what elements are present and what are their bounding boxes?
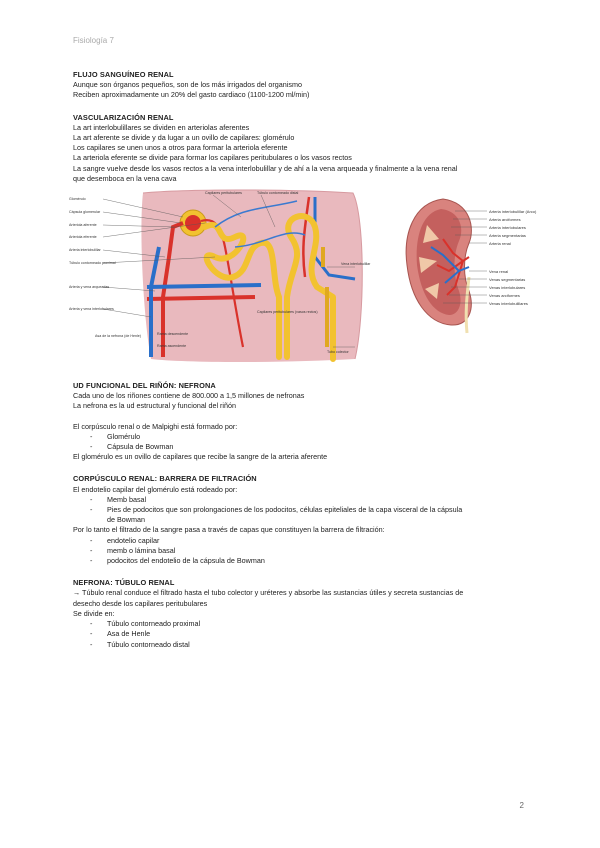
text-line-continuation: de Bowman: [107, 515, 145, 525]
text-line: La sangre vuelve desde los vasos rectos a la vena interlobulillar y de ahí a la vena arqueada y finalmente a la vena renal: [73, 163, 458, 173]
label-glomerulo: Glomérulo: [69, 197, 86, 202]
list-item: - Asa de Henle: [73, 629, 533, 639]
text-line: Por lo tanto el filtrado de la sangre pasa a través de capas que constituyen la barrera de filtración:: [73, 525, 385, 535]
label-arterias-segmentarias: Arteria segmentarias: [489, 233, 526, 239]
label-vena-interlobulillar: Vena interlobulillar: [341, 262, 371, 267]
list-item: - Cápsula de Bowman: [73, 442, 533, 452]
section-title-nefrona: UD FUNCIONAL DEL RIÑÓN: NEFRONA: [73, 381, 216, 391]
label-arteria-vena-arqueadas: Arteria y vena arqueadas: [69, 285, 110, 290]
text-line: La art interlobulillares se dividen en arteriolas aferentes: [73, 122, 250, 132]
label-arteriola-eferente: Arteriola eferente: [69, 235, 97, 240]
kidney-illustration: [403, 195, 553, 335]
tubule-parts-list: [73, 619, 533, 650]
label-arterias-arciformes: Arteria arciformes: [489, 217, 521, 223]
document-body: [69, 70, 537, 650]
text-line: La arteriola eferente se divide para formar los capilares peritubulares o los vasos rectos: [73, 153, 352, 163]
barrier-list: [73, 495, 533, 515]
page-header: Fisiología 7: [73, 36, 114, 45]
label-capilares-peritubulares: Capilares peritubulares: [205, 191, 242, 196]
label-capsula: Cápsula glomerular: [69, 210, 101, 215]
glomerulus: [185, 215, 201, 231]
malpighi-list: [73, 432, 533, 452]
text-line: Aunque son órganos pequeños, son de los más irrigados del organismo: [73, 80, 302, 90]
label-tubo-colector: Tubo colector: [327, 350, 349, 355]
text-line: que desemboca en la vena cava: [73, 173, 177, 183]
label-rama-descendente: Rama descendente: [157, 332, 189, 337]
text-line: → Túbulo renal conduce el filtrado hasta el tubo colector y uréteres y absorbe las sustancias útiles y secreta sustancias de: [73, 588, 464, 598]
text-line: desecho desde los capilares peritubulares: [73, 598, 208, 608]
text-line: El glomérulo es un ovillo de capilares que recibe la sangre de la arteria aferente: [73, 452, 328, 462]
section-title-flujo: FLUJO SANGUÍNEO RENAL: [73, 70, 174, 79]
text-line: La art aferente se divide y da lugar a un ovillo de capilares: glomérulo: [73, 133, 295, 143]
text-line: Los capilares se unen unos a otros para formar la arteriola eferente: [73, 143, 288, 153]
text-line: La nefrona es la ud estructural y funcional del riñón: [73, 401, 237, 411]
text-line: Cada uno de los riñones contiene de 800.000 a 1,5 millones de nefronas: [73, 391, 305, 401]
list-item: - Glomérulo: [73, 432, 533, 442]
arcuate-artery: [147, 297, 255, 299]
page-number: 2: [519, 801, 524, 810]
list-item: - Túbulo contorneado proximal: [73, 619, 533, 629]
nephron-illustration: [65, 187, 383, 367]
list-item: - memb o lámina basal: [73, 546, 533, 556]
text-line: El corpúsculo renal o de Malpighi está formado por:: [73, 421, 238, 431]
filtration-list: [73, 536, 533, 567]
label-arteria-interlobulillar: Arteria interlobulillar: [69, 248, 101, 253]
list-item: - Pies de podocitos que son prolongaciones de los podocitos, células epiteliales de la capa visceral de la cápsula: [73, 505, 533, 515]
label-venas-arciformes: Venas arciformes: [489, 293, 520, 299]
label-arteriola-aferente: Arteriola aferente: [69, 223, 97, 228]
label-venas-interlobulares: Venas interlobulares: [489, 285, 526, 291]
list-item: - Túbulo contorneado distal: [73, 640, 533, 650]
list-item: - Memb basal: [73, 495, 533, 505]
text-line: El endotelio capilar del glomérulo está rodeado por:: [73, 484, 238, 494]
label-venas-segmentarias: Venas segmentarias: [489, 277, 526, 283]
section-title-tubulo: NEFRONA: TÚBULO RENAL: [73, 578, 175, 588]
section-title-corpusculo: CORPÚSCULO RENAL: BARRERA DE FILTRACIÓN: [73, 474, 257, 484]
label-tubulo-distal: Túbulo contorneado distal: [257, 191, 299, 196]
label-arteria-vena-interlobulares: Arteria y vena interlobulares: [69, 307, 114, 312]
label-arteria-renal: Arteria renal: [489, 241, 511, 247]
label-rama-ascendente: Rama ascendente: [157, 344, 187, 349]
nephron-figure: [69, 187, 537, 369]
label-vasos-rectos: Capilares peritubulares (vasos rectos): [257, 310, 318, 315]
text-line: Reciben aproximadamente un 20% del gasto cardiaco (1100-1200 ml/min): [73, 90, 310, 100]
arcuate-vein: [147, 285, 261, 287]
text-line: Se divide en:: [73, 608, 115, 618]
label-tubulo-proximal: Túbulo contorneado proximal: [69, 261, 116, 266]
label-asa-henle: Asa de la nefrona (de Henle): [95, 334, 141, 339]
section-title-vascularizacion: VASCULARIZACIÓN RENAL: [73, 112, 174, 122]
label-arteria-interlobulillar: Arteria interlobulillar (Arco): [489, 209, 537, 215]
label-arterias-interlobulares: Arteria interlobulares: [489, 225, 526, 231]
list-item: - podocitos del endotelio de la cápsula de Bowman: [73, 556, 533, 566]
label-venas-interlobulillares: Venas interlobulillares: [489, 301, 528, 307]
label-vena-renal: Vena renal: [489, 269, 509, 275]
list-item: - endotelio capilar: [73, 536, 533, 546]
